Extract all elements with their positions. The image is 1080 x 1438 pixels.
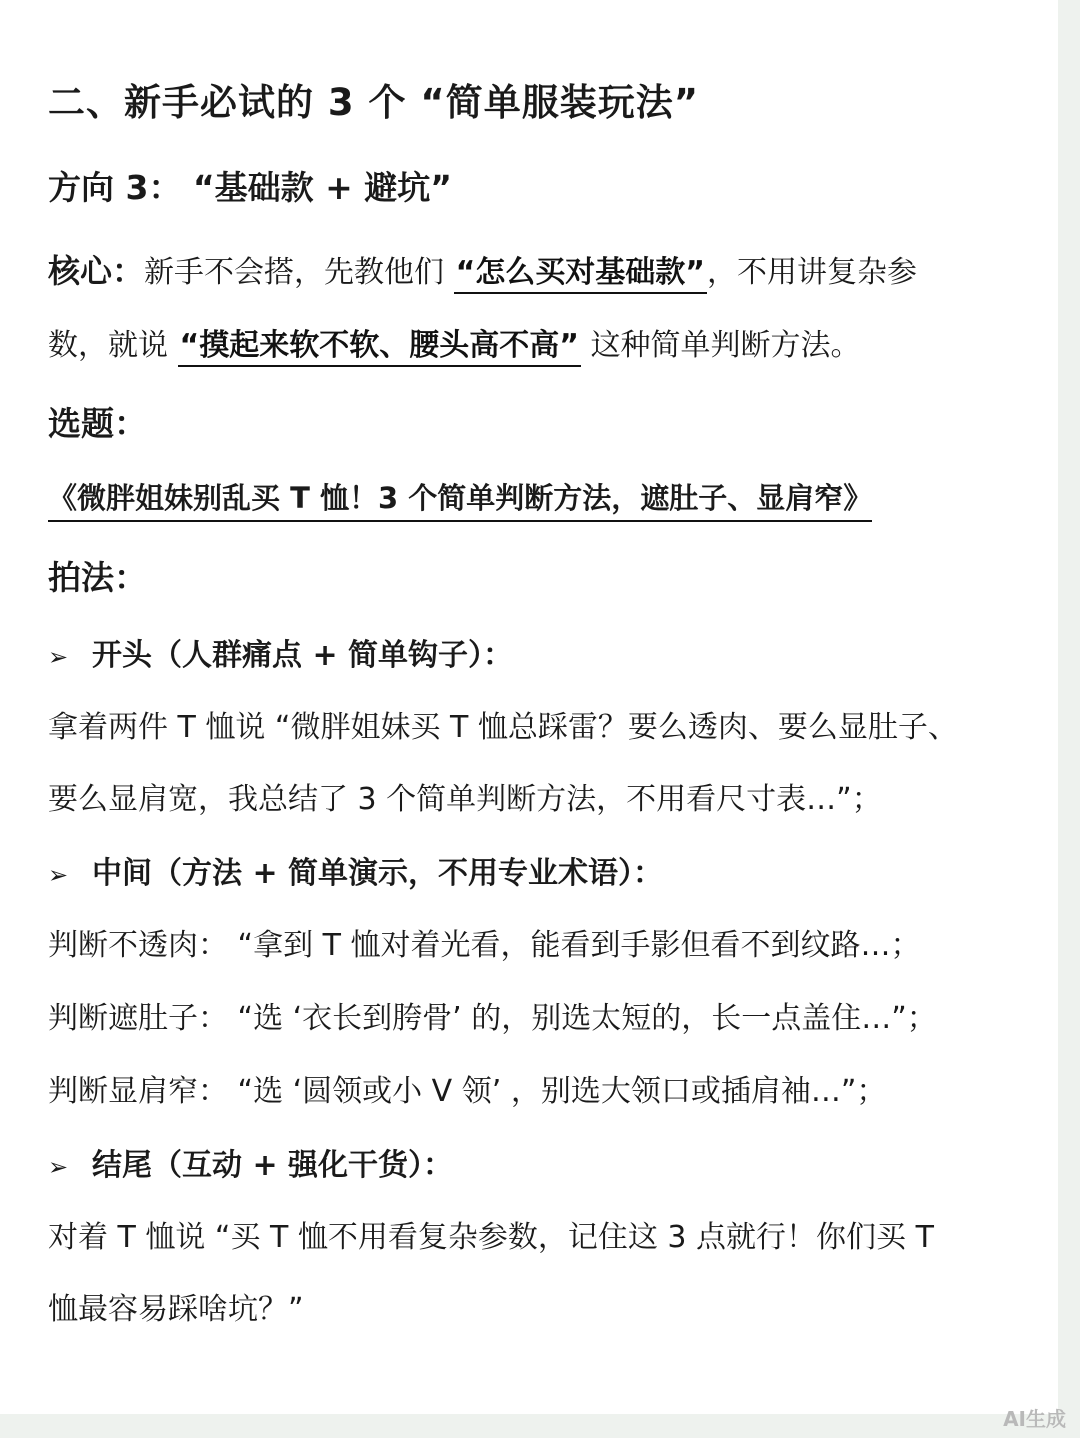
section-heading-ending: ➢ 结尾（互动 + 强化干货）： [48, 1148, 454, 1183]
page-title: 二、新手必试的 3 个 “简单服装玩法” [48, 81, 700, 124]
core-emphasis-1: “怎么买对基础款” [454, 255, 707, 294]
arrow-right-icon: ➢ [48, 643, 69, 671]
core-paragraph-line-2 [48, 320, 861, 364]
core-emphasis-2: “摸起来软不软、腰头高不高” [178, 328, 581, 367]
page-edge-strip-right [1058, 0, 1080, 1438]
topic-title: 《微胖姐妹别乱买 T 恤！3 个简单判断方法，遮肚子、显肩窄》 [48, 476, 872, 522]
shoot-label: 拍法： [48, 558, 147, 597]
section-middle-line-1: 判断不透肉： “拿到 T 恤对着光看，能看到手影但看不到纹路…； [48, 928, 921, 963]
direction-heading: 方向 3： “基础款 + 避坑” [48, 168, 452, 207]
section-ending-line-1: 对着 T 恤说 “买 T 恤不用看复杂参数，记住这 3 点就行！你们买 T [48, 1220, 934, 1255]
section-heading-middle: ➢ 中间（方法 + 简单演示，不用专业术语）： [48, 856, 664, 891]
arrow-right-icon: ➢ [48, 861, 69, 889]
ai-generated-watermark: AI生成 [1003, 1407, 1066, 1431]
core-text-4: 这种简单判断方法。 [580, 328, 861, 363]
section-middle-line-3: 判断显肩窄： “选 ‘圆领或小 V 领’ ，别选大领口或插肩袖…”； [48, 1074, 887, 1109]
section-opening-line-1: 拿着两件 T 恤说 “微胖姐妹买 T 恤总踩雷？要么透肉、要么显肚子、 [48, 710, 958, 745]
core-text-1: 新手不会搭，先教他们 [144, 255, 454, 290]
core-label: 核心： [48, 252, 145, 290]
section-heading-opening: ➢ 开头（人群痛点 + 简单钩子）： [48, 638, 514, 673]
core-paragraph-line-1 [48, 246, 917, 292]
core-text-3: 数，就说 [48, 328, 178, 363]
core-text-2: ，不用讲复杂参 [707, 255, 917, 290]
section-opening-line-2: 要么显肩宽，我总结了 3 个简单判断方法，不用看尺寸表…”； [48, 782, 882, 817]
topic-label: 选题： [48, 404, 147, 443]
section-ending-line-2: 恤最容易踩啥坑？” [48, 1292, 304, 1327]
arrow-right-icon: ➢ [48, 1153, 69, 1181]
section-middle-line-2: 判断遮肚子： “选 ‘衣长到胯骨’ 的，别选太短的，长一点盖住…”； [48, 1001, 937, 1036]
page-edge-strip-bottom [0, 1414, 1080, 1438]
